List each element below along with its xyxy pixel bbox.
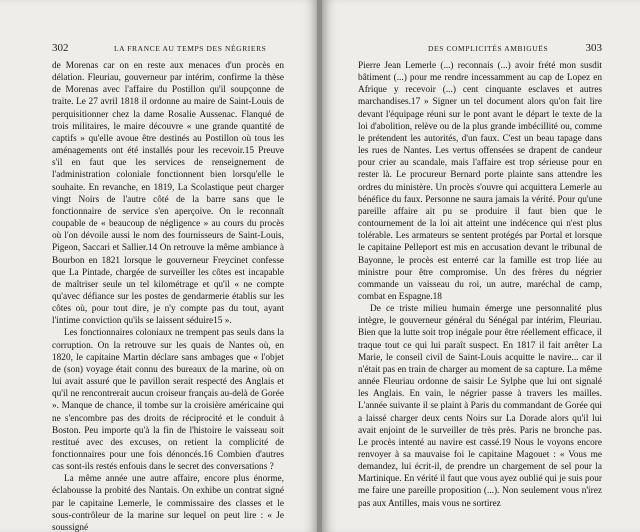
paragraph: de Morenas car on en reste aux menaces d'un procès en délation. Fleuriau, gouverneur par intérim, confirme la thèse de Morenas avec l'affaire du Postillon qu'il soupçonne de traite. Le 27 avril 1818 il ordonne au maire de Saint-Louis de perquisitionner chez la dame Rosalie Aussenac. Flanqué de trois militaires, le maire découvre « une grande quantité de captifs » qu'elle avoue être destinés au Postillon où tous les aménagements ont été installés pour les recevoir.15 Preuve s'il en faut que les services de renseignement de l'administration coloniale fonctionnent bien lorsqu'elle le souhaite. En revanche, en 1819, La Scolastique peut charger vingt Noirs de l'autre côté de la barre sans que le fonctionnaire de service s'en aperçoive. On le reconnaît coupable de « beaucoup de négligence » au cours du procès où l'on dévoile aussi le nom des fournisseurs de Saint-Louis, Pigeon, Saccari et Sallier.14 On retrouve la même ambiance à Bourbon en 1821 lorsque le gouverneur Freycinet confesse que La Pintade, chargée de surveiller les côtes est incapable de maîtriser seule un tel kilométrage et qu'il « ne compte qu'avec défiance sur les postes de gendarmerie établis sur les côtes où, pour tout dire, je n'y compte pas du tout, ayant l'intime conviction qu'ils se laissent séduire15 ». [52,61,284,327]
page-number: 303 [585,42,602,54]
left-page-body [52,60,284,532]
paragraph: Pierre Jean Lemerle (...) reconnais (...) avoir frété mon susdit bâtiment (...) pour me rendre incessamment au cap de Lopez en Afrique y recevoir (...) cent cinquante esclaves et autres marchandises.17 » Signer un tel document alors qu'on fait lire devant l'équipage réuni sur le pont avant le départ le texte de la loi d'abolition, relève ou de la plus grande imbécillité ou, comme le prétendent les autorités, d'un faux. C'est un beau tapage dans les rues de Nantes. Les vertus offensées se drapent de candeur pour crier au scandale, mais l'affaire est trop sérieuse pour en rester là. Le procureur Bernard porte plainte sans attendre les ordres du ministère. Un procès s'ouvre qui acquittera Lemerle au bénéfice du faux. Personne ne saura jamais la vérité. Pour qu'une pareille affaire ait pu se produire il faut bien que le contournement de la loi ait atteint une indécence qui n'est plus tolérable. Les armateurs se sentent protégés par Portal et lorsque le capitaine Pelleport est mis en accusation devant le tribunal de Bayonne, le procès est enterré car la famille est trop liée au ministre pour être compromise. Un des frères du négrier commande un vaisseau du roi, un autre, maréchal de camp, combat en Espagne.18 [358,61,602,302]
right-page-header [358,42,602,56]
right-page [322,0,640,532]
running-head: LA FRANCE AU TEMPS DES NÉGRIERS [114,44,267,53]
paragraph: Les fonctionnaires coloniaux ne trempent pas seuls dans la corruption. On la retrouve sur les quais de Nantes où, en 1820, le capitaine Martin déclare sans ambages que « l'objet de (son) voyage était connu des bureaux de la marine, où on lui avait assuré que le pavillon serait respecté des Anglais et qu'il ne rencontrerait aucun croiseur français au-delà de Gorée ». Manque de chance, il tombe sur la croisière américaine qui ne s'encombre pas des droits de réciprocité et le conduit à Boston. Peu importe qu'à la fin de l'histoire le vaisseau soit restitué avec des excuses, on retient la complicité de fonctionnaires pour une fois dénoncés.16 Combien d'autres cas sont-ils restés enfouis dans le secret des conversations ? [52,328,284,473]
right-page-body [358,60,602,510]
left-page-header [52,42,284,56]
paragraph: La même année une autre affaire, encore plus énorme, éclabousse la probité des Nantais. On exhibe un contrat signé par le capitaine Lemerle, le commissaire des classes et le sous-contrôleur de la marine sur lequel on peut lire : « Je soussigné [52,474,284,532]
paragraph: De ce triste milieu humain émerge une personnalité plus intègre, le gouverneur général du Sénégal par intérim, Fleuriau. Bien que la lutte soit trop inégale pour être réellement efficace, il traque tout ce qui lui paraît suspect. En 1817 il fait arrêter La Marie, le conseil civil de Saint-Louis acquitte le navire... car il n'était pas en train de charger au moment de sa capture. La même année Fleuriau ordonne de saisir Le Sylphe que lui ont signalé les Anglais. En vain, le négrier passe à travers les mailles. L'année suivante il se plaint à Paris du commandant de Gorée qui a laissé charger deux cents Noirs sur La Dorade alors qu'il lui avait enjoint de le surveiller de très près. Paris ne bronche pas. Le procès intenté au navire est cassé.19 Nous le voyons encore renvoyer à sa mauvaise foi le capitaine Magouet : « Vous me demandez, lui écrit-il, de prendre un chargement de sel pour la Martinique. En vérité il faut que vous ayez oublié qui je suis pour me faire une pareille proposition (...). Non seulement vous n'irez pas aux Antilles, mais vous ne sortirez [358,304,602,509]
running-head: DES COMPLICITÉS AMBIGUËS [428,44,549,53]
page-number: 302 [52,42,69,54]
left-page [0,0,318,532]
